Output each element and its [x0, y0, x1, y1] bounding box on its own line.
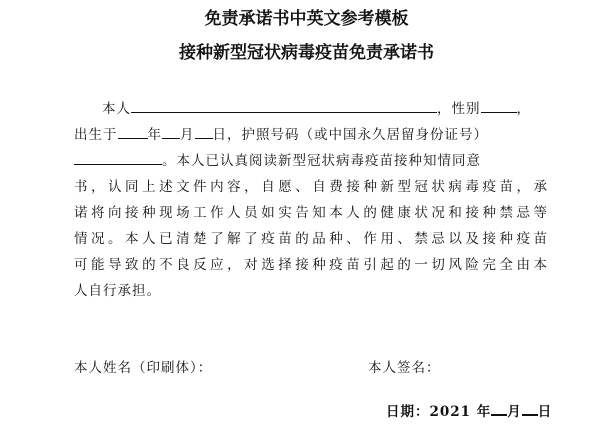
- birth-day-blank[interactable]: [195, 123, 213, 139]
- date-day-blank[interactable]: [522, 400, 538, 416]
- body-line-6: 情况。本人已清楚了解了疫苗的品种、作用、禁忌以及接种疫苗: [74, 231, 548, 247]
- body-line-8: 人自行承担。: [74, 283, 161, 299]
- signature-label: 本人签名：: [368, 360, 441, 376]
- document-title: 免责承诺书中英文参考模板: [204, 9, 409, 29]
- passport-number-blank[interactable]: [74, 149, 162, 165]
- gender-blank[interactable]: [481, 97, 517, 113]
- body-line-2: 出生于 年 月 日，护照号码（或中国永久居留身份证号）: [74, 122, 548, 148]
- body-line-4: 书，认同上述文件内容，自愿、自费接种新型冠状病毒疫苗，承: [74, 179, 548, 195]
- body-line-1: 本人 ，性别 ，: [74, 96, 548, 122]
- birth-year-blank[interactable]: [118, 123, 148, 139]
- date-line: 日期：2021 年 月 日: [386, 400, 552, 420]
- body-line-7: 可能导致的不良反应，对选择接种疫苗引起的一切风险完全由本: [74, 257, 548, 273]
- printed-name-label: 本人姓名（印刷体）：: [74, 360, 213, 376]
- body-line-3: 。本人已认真阅读新型冠状病毒疫苗接种知情同意: [74, 148, 548, 174]
- birth-month-blank[interactable]: [162, 123, 180, 139]
- name-blank[interactable]: [131, 97, 437, 113]
- date-month-blank[interactable]: [491, 400, 507, 416]
- body-line-5: 诺将向接种现场工作人员如实告知本人的健康状况和接种禁忌等: [74, 205, 548, 221]
- declaration-body: [74, 96, 548, 304]
- document-subtitle: 接种新型冠状病毒疫苗免责承诺书: [179, 43, 434, 63]
